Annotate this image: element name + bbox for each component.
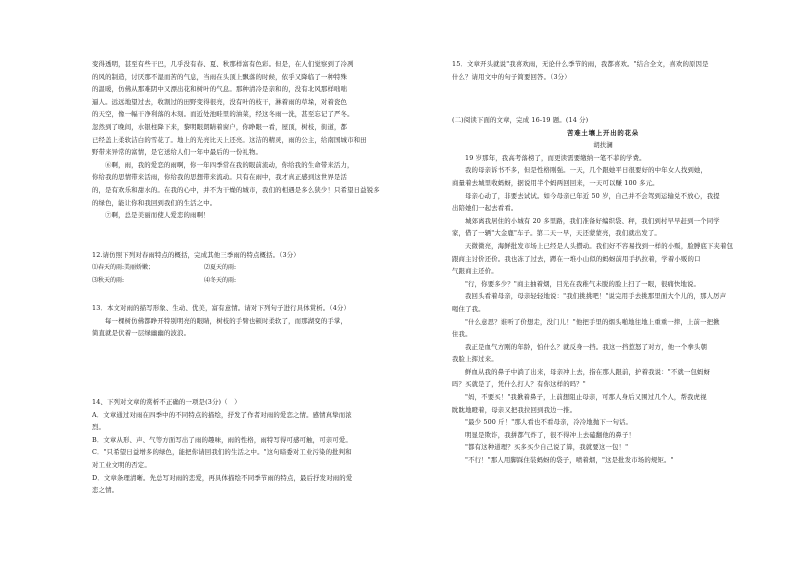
paragraph-line: 已经盖上柔软洁白的雪花了。地上的光亮比天上还亮。这洁的精灵，雨的公主，给南国城市和田: [92, 135, 367, 144]
paragraph-line: 忽然到了晚间，水银柱降下来，黎明眼朗睛着窗户，你睁眼一看，屋顶，树枝，街道，都: [92, 122, 348, 131]
paragraph-line: 我的母亲诉书不多，但是性格刚强。一天，几个跟她平日很要好的中年女人找到她，: [465, 166, 708, 175]
paragraph-line: 明显是欺诈，我拼都气炸了，很不得冲上去磕翻他的鼻子！: [465, 430, 636, 439]
paragraph-line: "都有这种道理？买多买少自己说了算，我就要这一包！": [465, 443, 629, 452]
paragraph-line: 气跟商主还价。: [452, 267, 498, 276]
paragraph-line: 的绿色，能让你和我回到我们的生活之中。: [92, 198, 217, 207]
question-text-line: 15．文章开头就说"我喜欢雨，无论什么季节的雨，我都喜欢。"结合全文，喜欢的原因是: [452, 60, 709, 68]
question-13: [92, 302, 392, 340]
option-line: C．"只希望日益增多的绿色，能把你请回我们的生活之中。"这句暗委对工业污染的批判和: [92, 448, 352, 457]
question-stem: 12.请仿照下列对春雨特点的概括，完成其他三季雨的特点概括。（3分）: [92, 251, 300, 259]
question-stem: 14、下列对文章的赏析不正确的一项是(3分)（ ）: [92, 398, 241, 406]
paragraph-line: 鲜血从我的鼻子中淌了出来，母亲冲上去，指在那人跟前，护着我说："不就一包蚂蚜: [465, 367, 711, 376]
option-line: 烈。: [92, 423, 106, 432]
paragraph-line: 城郊离我居住的小城有 20 多里路，我们准备好编织袋、秤，我们到村早早赶到一个同学: [465, 216, 720, 225]
paragraph-line: 喝住了我。: [452, 304, 485, 313]
paragraph-line: 吗？买就是了，凭什么打人？有你这样的吗？": [452, 380, 586, 389]
article-title: 苦难土壤上开出的花朵: [567, 128, 639, 137]
paragraph-line: ⑦啊，总是美丽而使人爱恋的雨啊！: [105, 211, 210, 220]
paragraph-line: 的风的制造，讨厌那不湿而苦的气息，当雨在头顶上飘落的时候，依乎又降临了一种特殊: [92, 72, 348, 81]
section-heading: (二)阅读下面的文章，完成 16-19 题。(14 分): [452, 116, 589, 124]
paragraph-line: 天微微亮，海鲜批发市场上已经是人头攒动。我们好不容易找到一样的小贩，脸膊底下夹着包: [465, 241, 734, 250]
paragraph-line: 母亲心动了，非要去试试。如今母亲已年近 50 岁，自己并不会驾到运输兑不放心，我提: [465, 191, 720, 200]
article-body: [452, 152, 754, 467]
answer-item: ⑵夏天的雨:: [204, 263, 237, 271]
question-stem: 13．本文对雨的描写形象、生动、优美，富有意情。请对下列句子进行具体赏析。（4分）: [92, 304, 350, 312]
question-12: [92, 249, 392, 288]
question-15: [452, 58, 754, 83]
paragraph-line: "不行！"那人用脚踩住装蚂蚜的袋子，喷着烟，"这是批发市场的规矩。": [465, 456, 674, 465]
option-line: D．文章条理清晰。先总写对雨的恋爱，再具体描绘不同季节雨的特点，最后抒发对雨的爱: [92, 473, 353, 482]
answer-item: ⑷冬天的雨:: [204, 277, 237, 285]
paragraph-line: 我回头看着母亲，母亲轻轻地说："我们挑挑吧！"说完用手去挑那里面大个儿的，那人厉声: [465, 292, 727, 301]
question-text-line: 什么？请用文中的句子简要回答。（3分）: [452, 72, 571, 81]
reading-section-2: [452, 114, 754, 467]
paragraph-line: 的温暖，仿佛从那难阴中又漂出花和树叶的气息。那种清冷是亲和的，没有北风那样咄咄: [92, 85, 348, 94]
option-line: A．文章通过对雨在四季中的不同特点的描绘，抒发了作者对雨的爱恋之情。感情真挚而浓: [92, 410, 352, 419]
passage-tail: [92, 58, 392, 222]
paragraph-line: "妈，不要买！"我揪着鼻子，上前想阻止母亲，可那人身后又围过几个人，帮我虎视: [465, 393, 707, 402]
answer-item: ⑴春天的雨:美丽娇嫩；: [92, 263, 155, 271]
left-column: [92, 0, 392, 561]
answer-item: ⑶秋天的雨:: [92, 277, 125, 285]
paragraph-line: 眈眈地瞪着，母亲又把我拉回到我边一推。: [452, 405, 577, 414]
paragraph-line: 出陪她们一起去看看。: [452, 204, 518, 213]
paragraph-line: 的，是有欢乐和甜水的。在我的心中，并不为干燥的城市，我们的相遇是多么狭少！只希望日益锐多: [92, 185, 380, 194]
option-line: 对工业文明的否定。: [92, 460, 151, 469]
paragraph-line: "行，你要多少？"商主抽着烟，目光在我稚气未脱的脸上扫了一眼，很痛快地说。: [465, 279, 701, 288]
right-column: [452, 0, 754, 561]
paragraph-line: "什么意思？谁听了价想走，没门儿！"他把手里的烟头啪地往地上重重一摔，上前一把揪: [465, 317, 720, 326]
paragraph-line: 商量着去城里收蚂蚜，据说用半个蚂两回回来，一天可以赚 100 多元。: [452, 178, 659, 187]
paragraph-line: 的天空，像一幅干净利落的木刻。而近处池畦里的油菜，经这冬雨一洗，甚至忘记了严冬。: [92, 110, 354, 119]
paragraph-line: 住我。: [452, 330, 472, 339]
paragraph-line: 野带来异常的富情，是它送给人们一年中最后的一份礼物。: [92, 148, 263, 157]
paragraph-line: 家，借了一辆"大金鹿"车子。第二天一早，天还蒙蒙亮，我们就出发了。: [452, 229, 661, 238]
paragraph-line: ⑥啊，雨，我的爱恋的雨啊，你一年四季常在我的眼前流动，你给我的生命带来活力，: [105, 160, 354, 169]
answer-grid: [92, 262, 392, 288]
option-line: B．文章从形、声、气等方面写出了雨的趣味，雨的性格，雨特写得可感可触，可亲可爱。: [92, 435, 352, 444]
paragraph-line: 变得透明，甚至有些干巴，几乎没有春、夏、秋那样富有色彩。但是，在人们觉察到了冷冽: [92, 60, 354, 68]
option-line: 恋之情。: [92, 486, 119, 495]
paragraph-line: 你给我的思情带来活雨，你给我的思想带来流动。只有在雨中，我才真正感到这世界是活: [92, 173, 348, 182]
paragraph-line: 逼人。远远地望过去，收割过的田野变得很亮，没有叶的枝干，淋着雨的草垛，对着瓷色: [92, 97, 348, 106]
article-author: 胡扶澜: [593, 141, 613, 150]
paragraph-line: 19 岁那年，我高考落榜了，而更读需要缴纳一笔不菲的学费。: [465, 153, 646, 162]
paragraph-line: 我脸上挥过来。: [452, 355, 498, 364]
question-text-line: 简直就是伏着一层绿幽幽的波浪。: [92, 329, 191, 338]
paragraph-line: 我正是血气方刚的年龄，怕什么？就反身一挡。我这一挡惹怒了对方，他一个拳头朝: [465, 342, 708, 351]
question-14: [92, 396, 392, 497]
paragraph-line: "最少 500 斤！"那人看也不看母亲，冷冷地抛下一句话。: [465, 418, 633, 427]
paragraph-line: 跟商主讨价还价。我也冻了过去，蹲在一堆小山似的蚂蚜前用手扒拉着，学着小贩的口: [452, 254, 701, 263]
question-text-line: 每一棵树仿佛都睁开特别明亮的眼睛，树枝的手臂也顿时柔软了，而那湖变的手掌，: [105, 316, 348, 325]
